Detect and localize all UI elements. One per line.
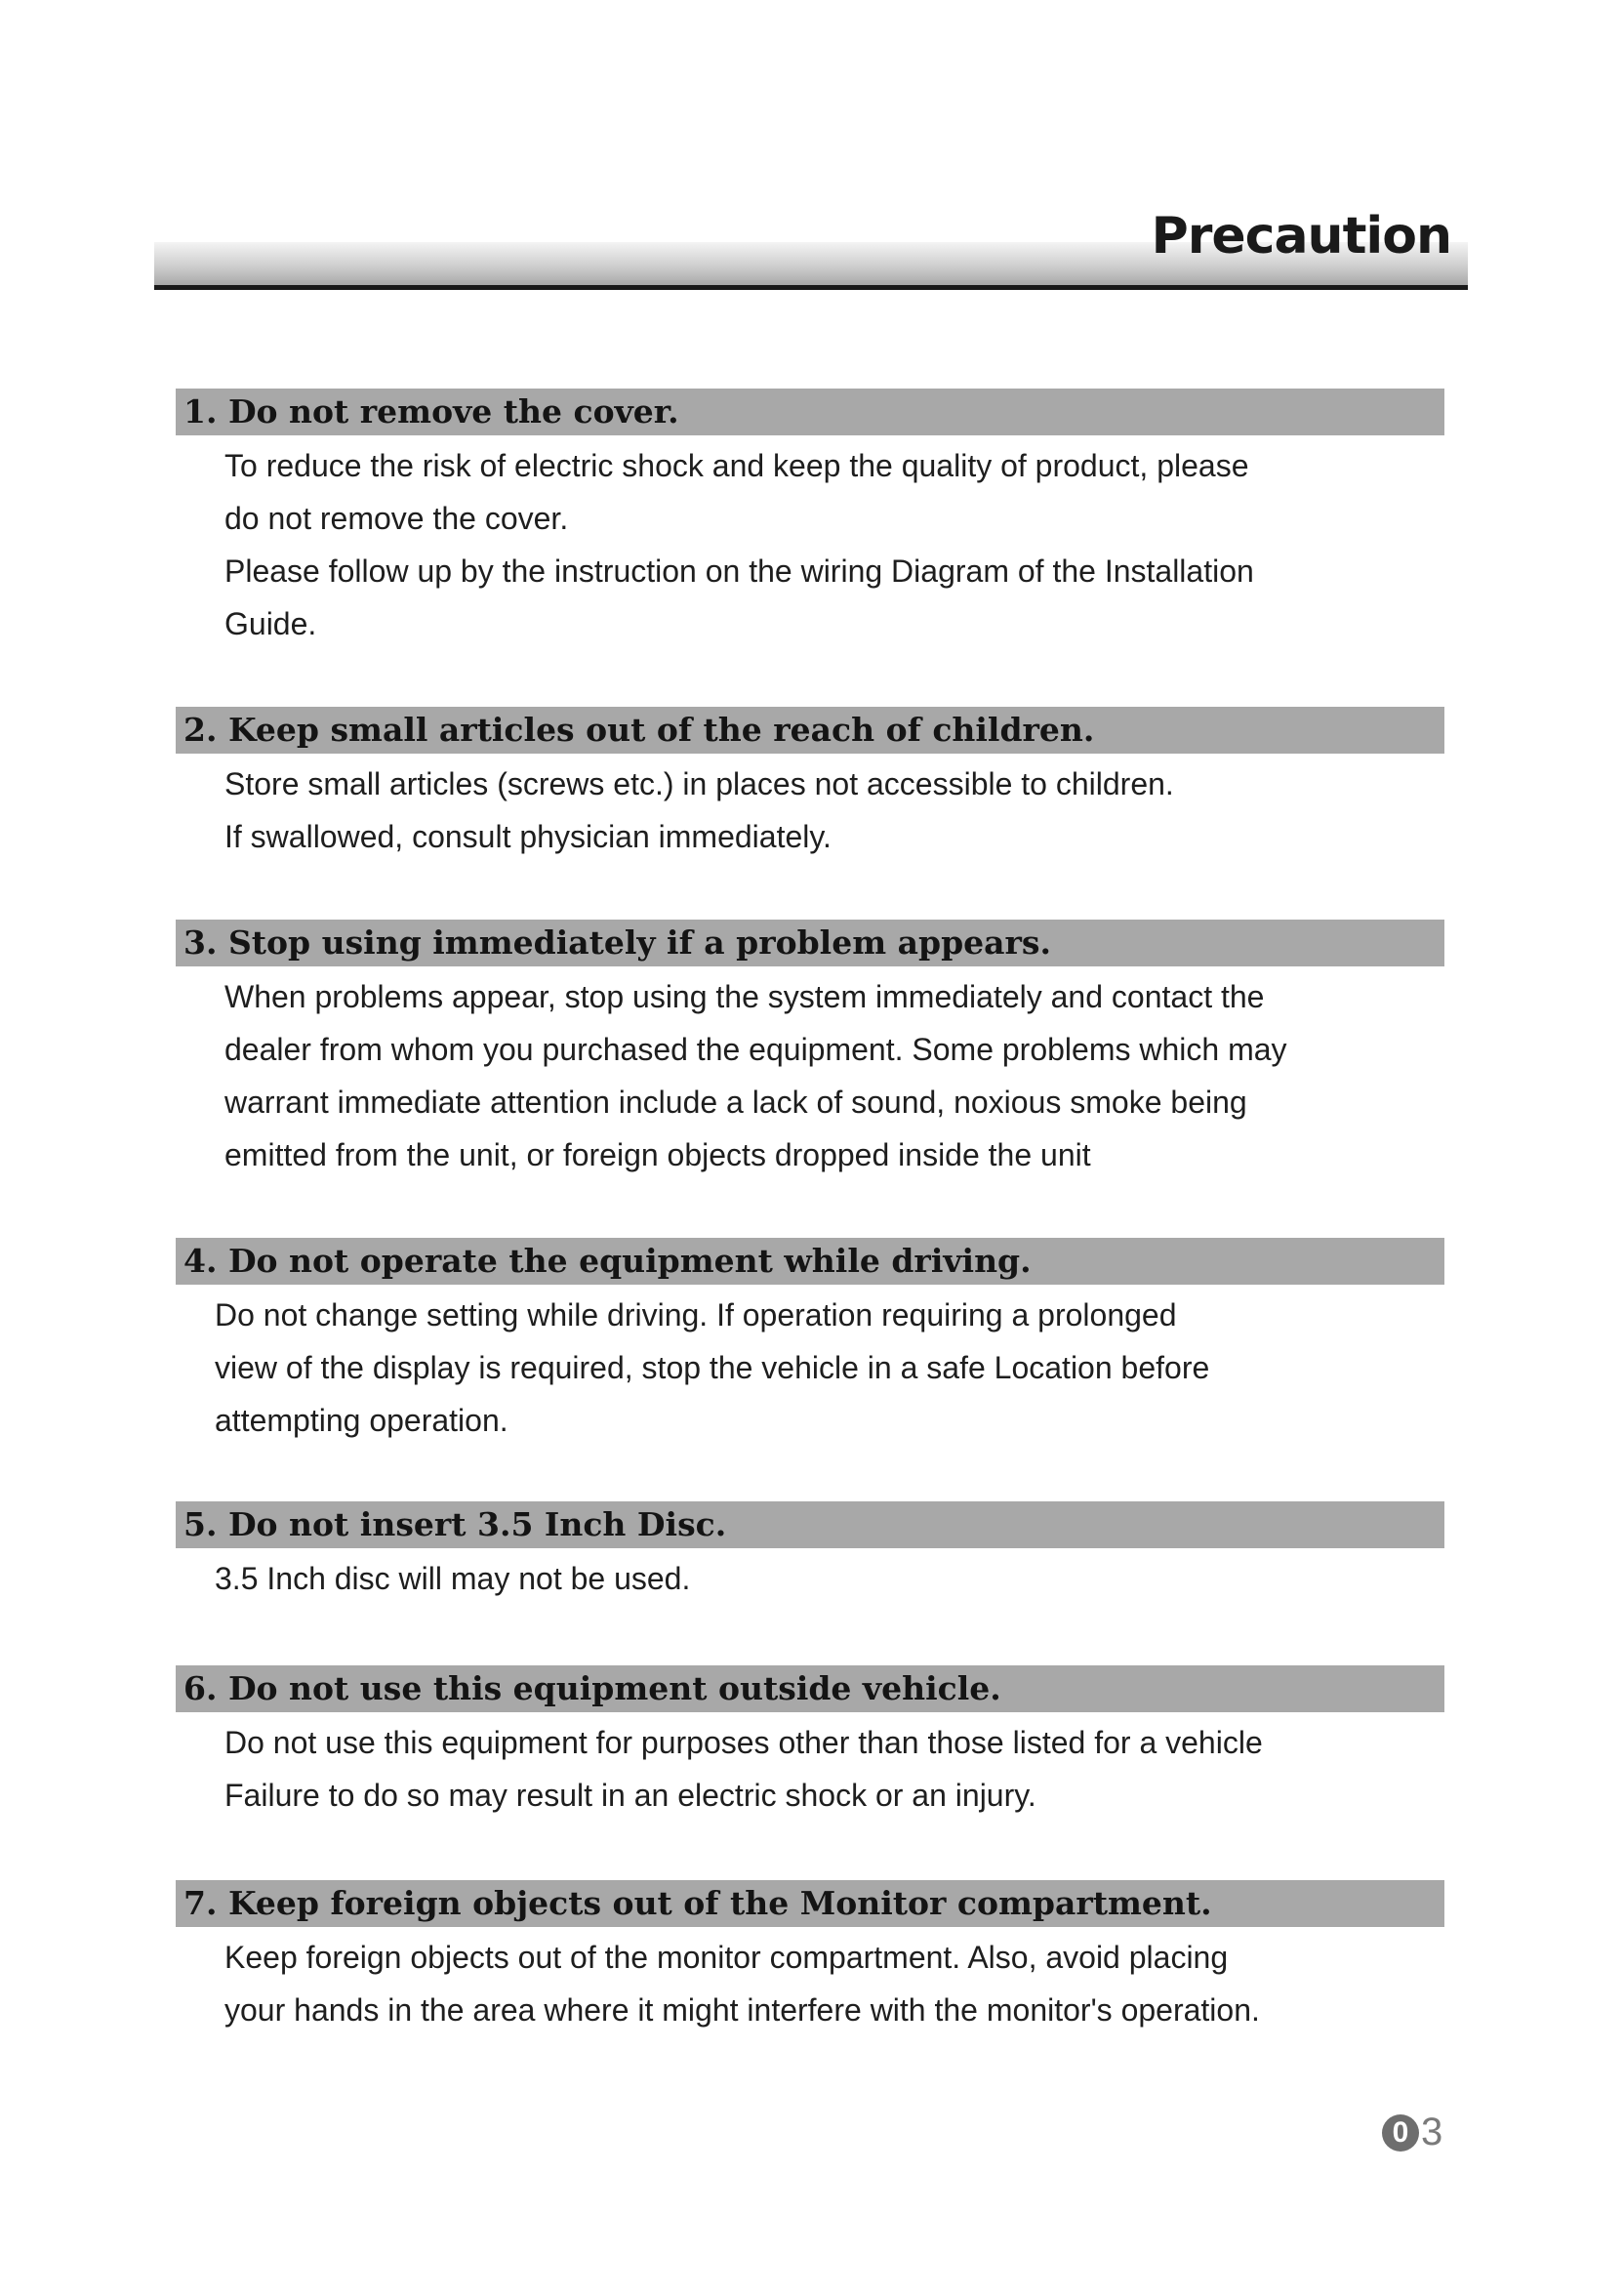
body-line: Do not use this equipment for purposes other than those listed for a vehicle [224,1725,1263,1760]
section-body [176,1289,1444,1447]
body-line: your hands in the area where it might interfere with the monitor's operation. [224,1992,1260,2028]
body-line: 3.5 Inch disc will may not be used. [215,1561,691,1596]
page-number [1382,2111,1442,2154]
section-do-not-use-outside-vehicle [176,1665,1444,1822]
body-line: Guide. [224,606,317,641]
section-heading: 6. Do not use this equipment outside vehicle. [176,1665,1444,1712]
body-line: emitted from the unit, or foreign objects dropped inside the unit [224,1137,1091,1172]
section-body [176,1931,1444,2036]
section-do-not-insert-disc [176,1501,1444,1605]
section-do-not-operate-while-driving [176,1238,1444,1447]
body-line: Failure to do so may result in an electric shock or an injury. [224,1778,1036,1813]
section-stop-using-immediately [176,920,1444,1181]
body-line: dealer from whom you purchased the equipment. Some problems which may [224,1032,1287,1067]
section-heading: 3. Stop using immediately if a problem appears. [176,920,1444,966]
page-number-circle: 0 [1382,2114,1419,2152]
body-line: When problems appear, stop using the system immediately and contact the [224,979,1265,1014]
section-heading: 1. Do not remove the cover. [176,389,1444,435]
body-line: warrant immediate attention include a lack of sound, noxious smoke being [224,1085,1247,1120]
section-heading: 5. Do not insert 3.5 Inch Disc. [176,1501,1444,1548]
body-line: view of the display is required, stop the vehicle in a safe Location before [215,1350,1210,1385]
section-body [176,1552,1444,1605]
section-heading: 2. Keep small articles out of the reach of children. [176,707,1444,754]
section-keep-foreign-objects-out [176,1880,1444,2036]
section-heading: 4. Do not operate the equipment while driving. [176,1238,1444,1285]
section-heading: 7. Keep foreign objects out of the Monitor compartment. [176,1880,1444,1927]
section-body [176,439,1444,650]
body-line: Store small articles (screws etc.) in places not accessible to children. [224,766,1174,801]
section-keep-small-articles [176,707,1444,863]
page-number-digit: 3 [1421,2111,1443,2153]
body-line: do not remove the cover. [224,501,569,536]
body-line: Keep foreign objects out of the monitor compartment. Also, avoid placing [224,1940,1229,1975]
section-body [176,758,1444,863]
section-body [176,970,1444,1181]
body-line: If swallowed, consult physician immediately. [224,819,832,854]
section-body [176,1716,1444,1822]
body-line: Do not change setting while driving. If operation requiring a prolonged [215,1297,1177,1332]
page-title: Precaution [1151,207,1451,266]
body-line: Please follow up by the instruction on the wiring Diagram of the Installation [224,554,1254,589]
body-line: attempting operation. [215,1403,508,1438]
section-do-not-remove-cover [176,389,1444,650]
body-line: To reduce the risk of electric shock and keep the quality of product, please [224,448,1249,483]
